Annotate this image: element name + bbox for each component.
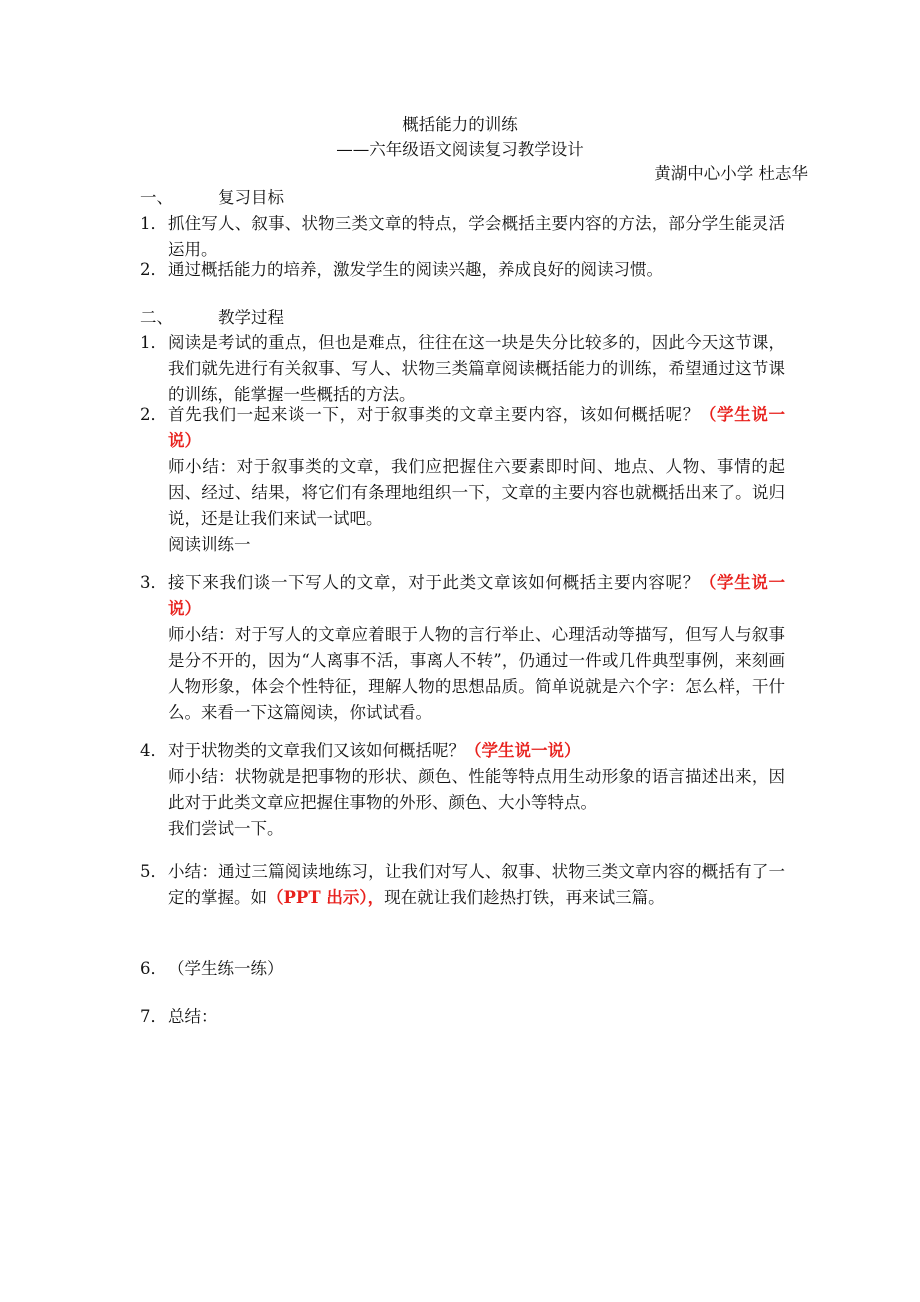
- teacher-summary: 师小结：对于叙事类的文章，我们应把握住六要素即时间、地点、人物、事情的起因、经过、结果，将它们有条理地组织一下，文章的主要内容也就概括出来了。说归说，还是让我们来试一试吧。: [168, 457, 785, 528]
- item-number: 7．: [140, 1007, 167, 1026]
- item-number: 1．: [140, 214, 167, 233]
- item-number: 6．: [140, 959, 167, 978]
- summary-text: 小结：通过三篇阅读地练习，让我们对写人、叙事、状物三类文章内容的概括有了一定的掌握。如: [168, 862, 785, 907]
- item-number: 5．: [140, 862, 167, 881]
- document-title: 概括能力的训练: [402, 115, 518, 134]
- step-item: [140, 738, 785, 842]
- step-item: [140, 330, 785, 408]
- section-number: 一、: [140, 188, 173, 207]
- item-number: 2．: [140, 405, 167, 424]
- student-activity-tag: （学生说一说）: [168, 573, 786, 618]
- item-text: 抓住写人、叙事、状物三类文章的特点，学会概括主要内容的方法，部分学生能灵活运用。: [168, 214, 785, 259]
- item-text: 阅读是考试的重点，但也是难点，往往在这一块是失分比较多的，因此今天这节课，我们就先进行有关叙事、写人、状物三类篇章阅读概括能力的训练，希望通过这节课的训练，能掌握一些概括的方法。: [168, 333, 785, 404]
- item-number: 3．: [140, 573, 167, 592]
- step-item: [140, 402, 785, 558]
- step-item: [140, 570, 785, 726]
- summary-text-end: 现在就让我们趁热打铁，再来试三篇。: [384, 888, 665, 907]
- student-activity-tag: （学生说一说）: [168, 405, 786, 450]
- item-body: [168, 570, 785, 726]
- document-subtitle: ——六年级语文阅读复习教学设计: [336, 140, 584, 159]
- item-text: 通过概括能力的培养，激发学生的阅读兴趣，养成良好的阅读习惯。: [168, 260, 663, 279]
- step-item: [140, 956, 785, 982]
- teacher-summary: 师小结：对于写人的文章应着眼于人物的言行举止、心理活动等描写，但写人与叙事是分不开的，因为“人离事不活，事离人不转”，仍通过一件或几件典型事例，来刻画人物形象，体会个性特征，理解人物的思想品质。简单说就是六个字：怎么样，干什么。来看一下这篇阅读，你试试看。: [168, 625, 785, 722]
- reading-exercise-label: 阅读训练一: [168, 535, 251, 554]
- question-text: 接下来我们谈一下写人的文章，对于此类文章该如何概括主要内容呢？: [168, 573, 700, 592]
- document-author: 黄湖中心小学 杜志华: [654, 164, 808, 183]
- item-text: 总结：: [168, 1007, 218, 1026]
- item-text: （学生练一练）: [168, 959, 284, 978]
- item-number: 4．: [140, 741, 167, 760]
- question-text: 对于状物类的文章我们又该如何概括呢？: [168, 741, 465, 760]
- section-title: 教学过程: [218, 308, 284, 327]
- item-number: 2．: [140, 260, 167, 279]
- item-body: [168, 859, 785, 911]
- step-item: [140, 859, 785, 911]
- item-body: [168, 402, 785, 558]
- question-text: 首先我们一起来谈一下，对于叙事类的文章主要内容，该如何概括呢？: [168, 405, 700, 424]
- section-number: 二、: [140, 308, 173, 327]
- item-body: [168, 738, 785, 842]
- step-item: [140, 1004, 785, 1030]
- item-number: 1．: [140, 333, 167, 352]
- section-heading-goals: [140, 186, 284, 210]
- student-activity-tag: （学生说一说）: [465, 741, 581, 760]
- goal-item: [140, 257, 785, 283]
- try-it-text: 我们尝试一下。: [168, 819, 284, 838]
- section-title: 复习目标: [218, 188, 284, 207]
- ppt-tag: （PPT 出示），: [267, 888, 385, 907]
- section-heading-process: [140, 306, 284, 330]
- teacher-summary: 师小结：状物就是把事物的形状、颜色、性能等特点用生动形象的语言描述出来，因此对于此类文章应把握住事物的外形、颜色、大小等特点。: [168, 767, 785, 812]
- goal-item: [140, 211, 785, 263]
